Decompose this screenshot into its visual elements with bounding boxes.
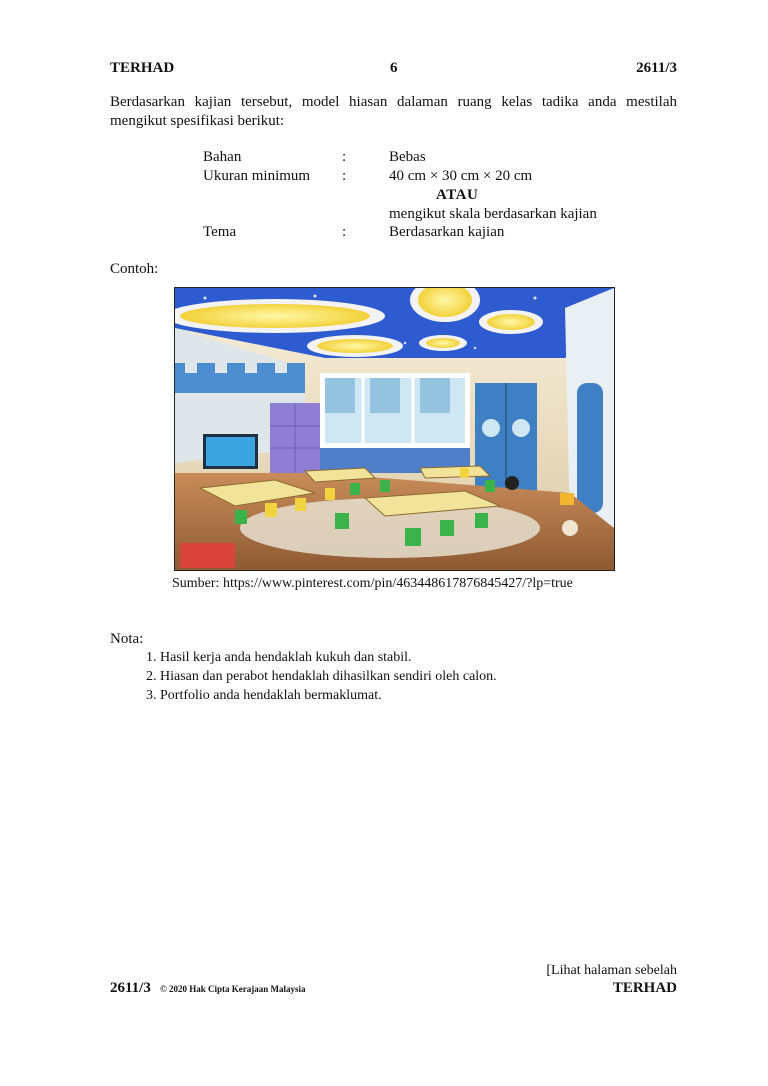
spec-label-tema: Tema <box>203 224 237 240</box>
footer-code: 2611/3 <box>110 980 151 996</box>
spec-colon: : <box>342 224 347 240</box>
nota-item: 3. Portfolio anda hendaklah bermaklumat. <box>146 688 382 703</box>
spec-label-bahan: Bahan <box>203 149 242 165</box>
classroom-photo <box>174 287 615 571</box>
image-source: Sumber: https://www.pinterest.com/pin/463448617876845427/?lp=true <box>172 576 573 591</box>
classroom-illustration <box>175 288 614 570</box>
next-page-note: [Lihat halaman sebelah <box>546 963 677 978</box>
spec-value-tema: Berdasarkan kajian <box>389 224 505 240</box>
example-label: Contoh: <box>110 261 159 277</box>
header-classification: TERHAD <box>110 60 175 76</box>
intro-paragraph: Berdasarkan kajian tersebut, model hiasan dalaman ruang kelas tadika anda mestilah mengikut spesifikasi berikut: <box>110 94 677 129</box>
footer-classification: TERHAD <box>612 980 677 996</box>
nota-item: 1. Hasil kerja anda hendaklah kukuh dan stabil. <box>146 650 412 665</box>
spec-value-bahan: Bebas <box>389 149 426 165</box>
spec-label-ukuran: Ukuran minimum <box>203 168 311 184</box>
page-number: 6 <box>390 60 398 76</box>
header-code: 2611/3 <box>636 60 677 76</box>
spec-value-ukuran-alt: mengikut skala berdasarkan kajian <box>389 206 597 222</box>
spec-value-ukuran: 40 cm × 30 cm × 20 cm <box>389 168 533 184</box>
spec-colon: : <box>342 149 347 165</box>
nota-title: Nota: <box>110 631 144 647</box>
nota-item: 2. Hiasan dan perabot hendaklah dihasilkan sendiri oleh calon. <box>146 669 497 684</box>
spec-colon: : <box>342 168 347 184</box>
footer-copyright: © 2020 Hak Cipta Kerajaan Malaysia <box>160 984 306 994</box>
spec-atau: ATAU <box>436 187 479 203</box>
